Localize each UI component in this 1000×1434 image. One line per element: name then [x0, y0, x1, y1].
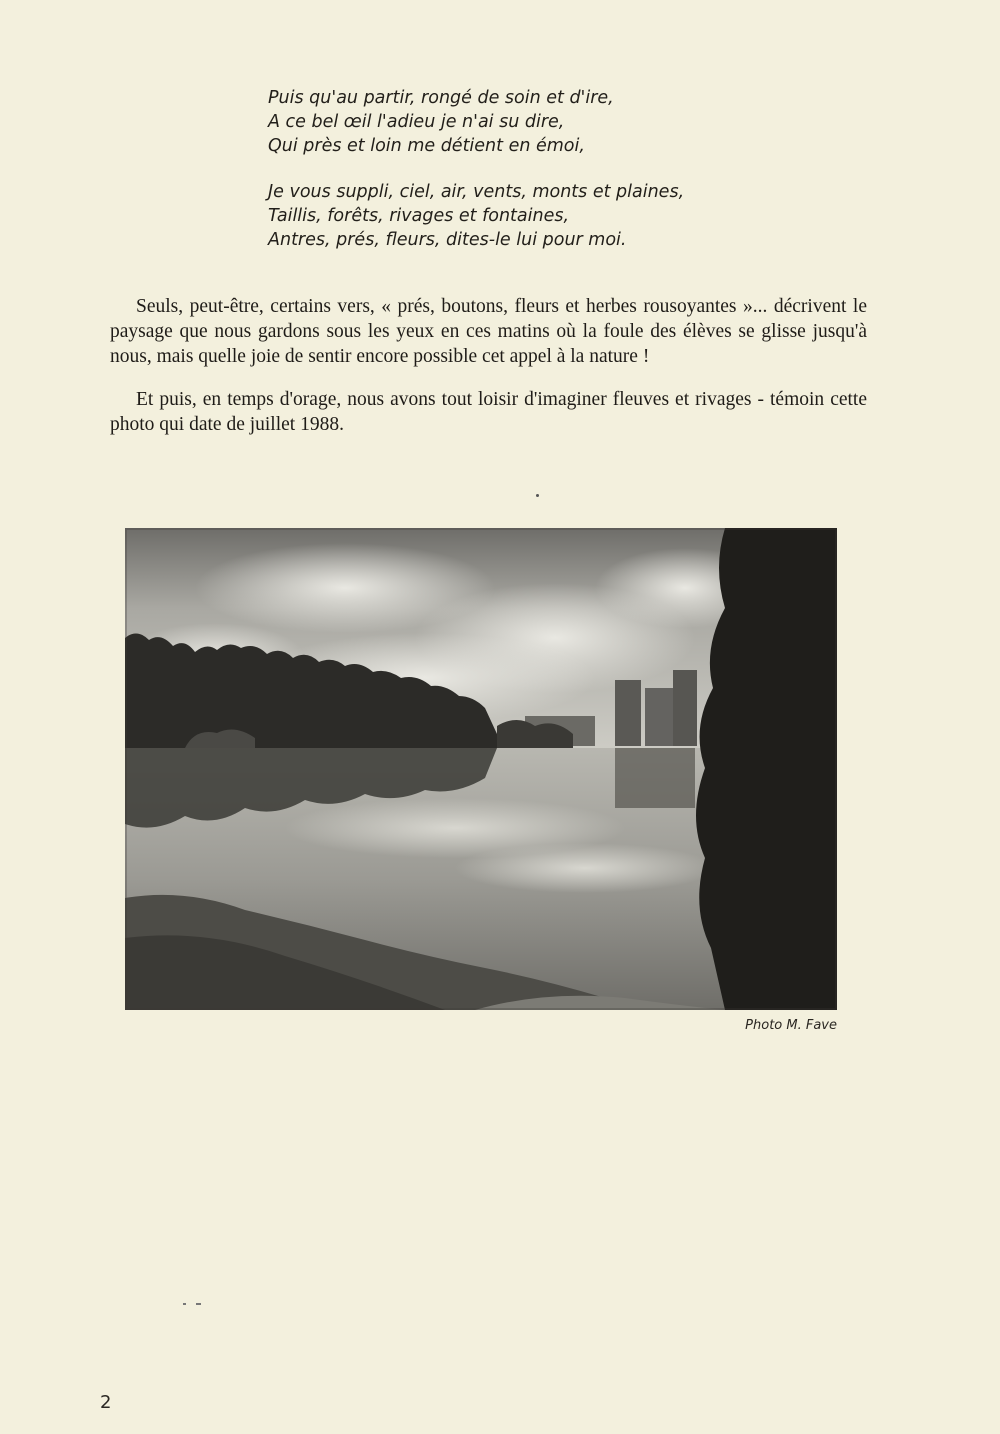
body-text: [110, 294, 867, 455]
photo-credit: Photo M. Fave: [745, 1018, 837, 1033]
page-number: 2: [100, 1392, 112, 1413]
poem-stanza-2: [268, 180, 828, 252]
poem-line: Taillis, forêts, rivages et fontaines,: [268, 206, 570, 226]
print-speck: [196, 1303, 201, 1305]
poem: [268, 86, 828, 274]
print-speck: [536, 494, 539, 497]
poem-line: Je vous suppli, ciel, air, vents, monts et plaines,: [268, 182, 685, 202]
lake-photograph: [125, 528, 837, 1010]
poem-line: Puis qu'au partir, rongé de soin et d'ire,: [268, 88, 614, 108]
paragraph: Seuls, peut-être, certains vers, « prés, boutons, fleurs et herbes rousoyantes »... décrivent le paysage que nous gardons sous les yeux en ces matins où la foule des élèves se glisse jusqu'à nous, mais quelle joie de sentir encore possible cet appel à la nature !: [110, 296, 867, 367]
print-speck: [183, 1303, 186, 1305]
poem-stanza-1: [268, 86, 828, 158]
poem-line: Antres, prés, fleurs, dites-le lui pour moi.: [268, 230, 627, 250]
poem-line: Qui près et loin me détient en émoi,: [268, 136, 585, 156]
paragraph: Et puis, en temps d'orage, nous avons tout loisir d'imaginer fleuves et rivages - témoin cette photo qui date de juillet 1988.: [110, 389, 867, 435]
poem-line: A ce bel œil l'adieu je n'ai su dire,: [268, 112, 565, 132]
